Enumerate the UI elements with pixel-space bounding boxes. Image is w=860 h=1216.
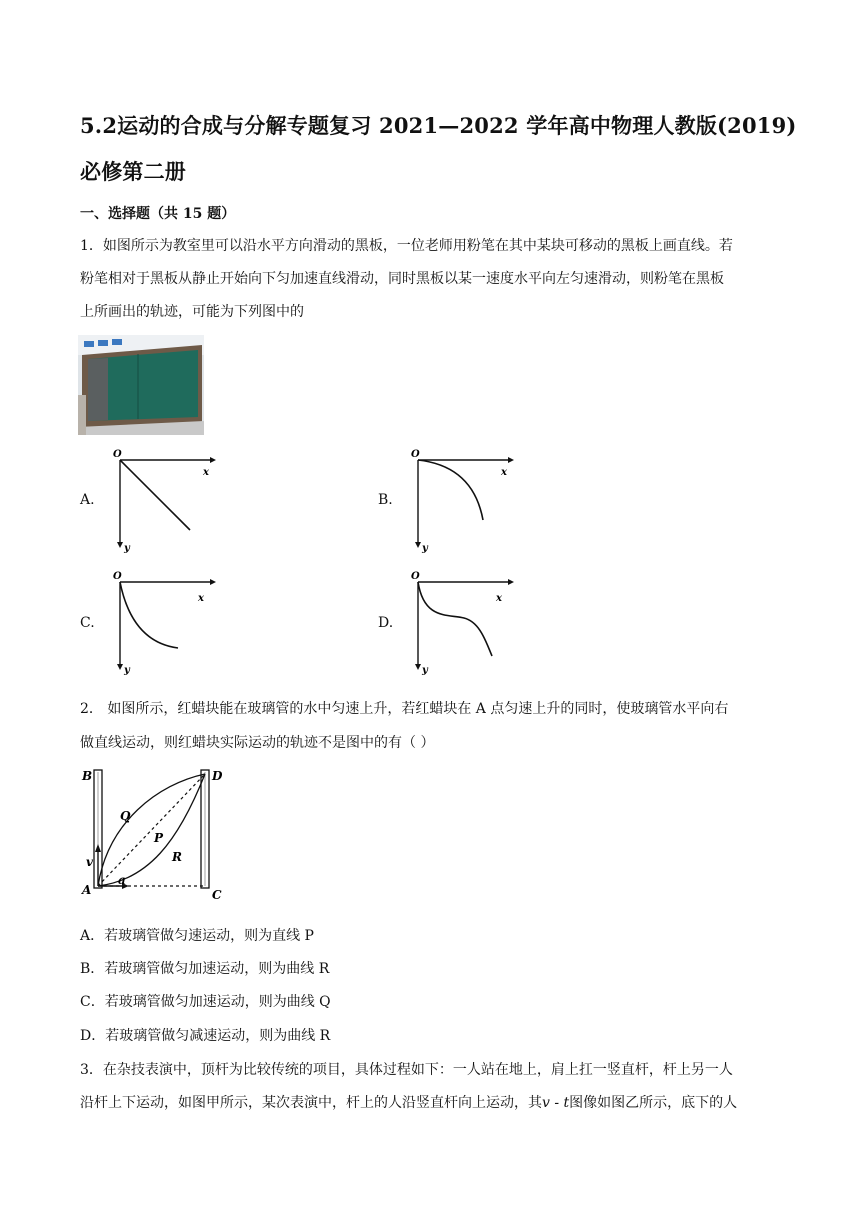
origin-label: O xyxy=(113,571,122,582)
trajectory-curve xyxy=(418,582,492,656)
q2-option-d: D．若玻璃管做匀减速运动，则为曲线 R xyxy=(80,1028,331,1044)
q1-text-line1: 1．如图所示为教室里可以沿水平方向滑动的黑板，一位老师用粉笔在其中某块可移动的黑板上画直线。若 xyxy=(80,238,733,254)
blackboard-photo xyxy=(78,335,204,435)
q1-option-c-graph xyxy=(110,570,220,675)
q2-glass-tube-figure xyxy=(78,762,230,907)
x-axis-label: x xyxy=(203,467,209,478)
label-b: B xyxy=(82,769,93,783)
q3-text-line2-part2: 图像如图乙所示，底下的人 xyxy=(569,1095,738,1111)
q2-text-line2: 做直线运动，则红蜡块实际运动的轨迹不是图中的有（ ） xyxy=(80,735,435,751)
document-title-line1: 5.2运动的合成与分解专题复习 2021—2022 学年高中物理人教版(2019) xyxy=(80,113,797,138)
x-axis-arrow xyxy=(210,457,216,463)
label-r: R xyxy=(172,850,182,864)
label-d: D xyxy=(212,769,223,783)
q3-text-line2-part1: 沿杆上下运动，如图甲所示，某次表演中，杆上的人沿竖直杆向上运动，其 xyxy=(80,1095,542,1111)
document-title-line2: 必修第二册 xyxy=(80,159,186,184)
y-axis-arrow xyxy=(117,542,123,548)
y-axis-arrow xyxy=(415,542,421,548)
label-a-accel: a xyxy=(118,873,126,887)
label-q: Q xyxy=(120,809,131,823)
x-axis-label: x xyxy=(496,593,502,604)
y-axis-arrow xyxy=(415,664,421,670)
q2-text-line1: 2． 如图所示，红蜡块能在玻璃管的水中匀速上升，若红蜡块在 A 点匀速上升的同时，使玻璃管水平向右 xyxy=(80,701,729,717)
x-axis-arrow xyxy=(508,457,514,463)
label-v: v xyxy=(86,855,93,869)
y-axis-label: y xyxy=(422,665,428,675)
section-header: 一、选择题（共 15 题） xyxy=(80,206,236,222)
label-a-point: A xyxy=(82,883,92,897)
q2-option-a: A．若玻璃管做匀速运动，则为直线 P xyxy=(80,928,314,944)
x-axis-label: x xyxy=(501,467,507,478)
q3-text-line2 xyxy=(80,1092,737,1112)
q1-option-a-letter: A. xyxy=(80,492,95,508)
q1-option-b-letter: B. xyxy=(378,492,393,508)
q1-option-d-graph xyxy=(408,570,518,675)
q1-option-c-letter: C. xyxy=(80,615,95,631)
path-p-line xyxy=(98,774,205,886)
x-axis-arrow xyxy=(210,579,216,585)
q3-vt-symbol: v - t xyxy=(542,1095,570,1111)
q2-option-c: C．若玻璃管做匀加速运动，则为曲线 Q xyxy=(80,994,331,1010)
trajectory-curve xyxy=(418,460,483,520)
q1-option-d-letter: D. xyxy=(378,615,394,631)
y-axis-label: y xyxy=(422,543,428,553)
trajectory-curve xyxy=(120,582,178,648)
origin-label: O xyxy=(113,449,122,460)
q1-text-line3: 上所画出的轨迹，可能为下列图中的 xyxy=(80,304,304,320)
x-axis-arrow xyxy=(508,579,514,585)
q2-option-b: B．若玻璃管做匀加速运动，则为曲线 R xyxy=(80,961,330,977)
x-axis-label: x xyxy=(198,593,204,604)
y-axis-arrow xyxy=(117,664,123,670)
q1-option-b-graph xyxy=(408,448,518,553)
label-p: P xyxy=(154,831,164,845)
origin-label: O xyxy=(411,571,420,582)
q1-text-line2: 粉笔相对于黑板从静止开始向下匀加速直线滑动，同时黑板以某一速度水平向左匀速滑动，则粉笔在黑板 xyxy=(80,271,724,287)
label-c: C xyxy=(212,888,222,902)
q1-option-a-graph xyxy=(110,448,220,553)
trajectory-line xyxy=(120,460,190,530)
y-axis-label: y xyxy=(124,665,130,675)
q3-text-line1: 3．在杂技表演中，顶杆为比较传统的项目，具体过程如下：一人站在地上，肩上扛一竖直杆，杆上另一人 xyxy=(80,1062,733,1078)
origin-label: O xyxy=(411,449,420,460)
path-q-curve xyxy=(98,774,205,886)
path-r-curve xyxy=(98,774,205,886)
y-axis-label: y xyxy=(124,543,130,553)
